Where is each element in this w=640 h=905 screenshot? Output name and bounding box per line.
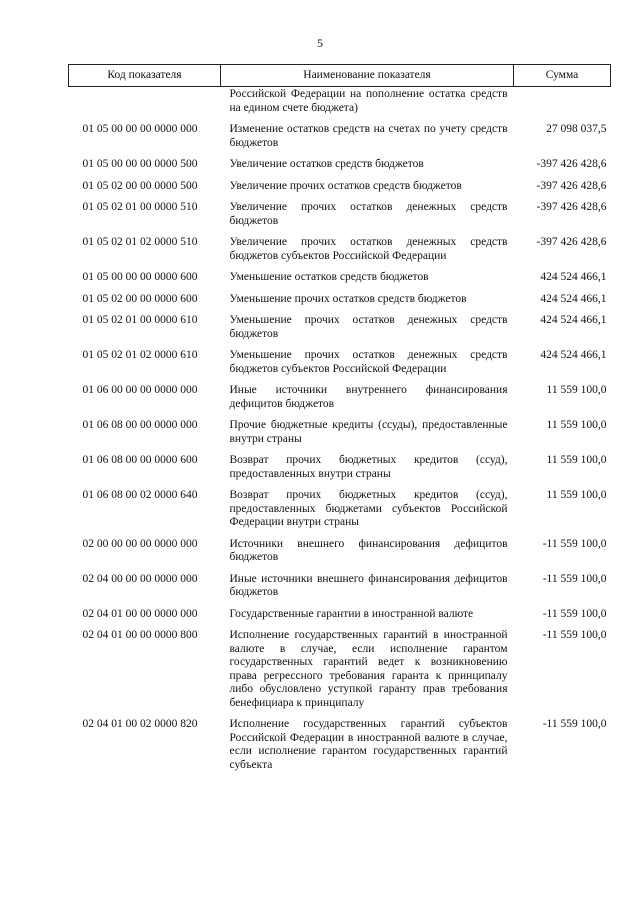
row-sum: 11 559 100,0 (546, 489, 607, 501)
row-code: 02 00 00 00 00 0000 000 (82, 537, 198, 550)
row-sum: 11 559 100,0 (546, 419, 607, 431)
table-row (69, 268, 611, 290)
row-name: Уменьшение прочих остатков средств бюджетов (229, 292, 467, 305)
table-row (69, 155, 611, 177)
table-row (69, 416, 611, 451)
row-name: Российской Федерации на пополнение остатка средств на едином счете бюджета) (229, 88, 508, 114)
table-row (69, 605, 611, 627)
row-sum: 424 524 466,1 (540, 314, 607, 326)
table-header-row (69, 65, 611, 87)
row-sum: -397 426 428,6 (536, 158, 607, 170)
row-sum: -11 559 100,0 (542, 629, 607, 641)
row-sum: 11 559 100,0 (546, 454, 607, 466)
row-sum: -397 426 428,6 (536, 201, 607, 213)
row-name: Уменьшение прочих остатков денежных средств бюджетов субъектов Российской Федерации (229, 349, 508, 375)
row-code: 01 05 00 00 00 0000 000 (82, 123, 198, 135)
row-sum: 424 524 466,1 (540, 349, 607, 361)
row-code: 01 05 00 00 00 0000 600 (82, 271, 198, 283)
row-code: 01 06 08 00 02 0000 640 (82, 489, 198, 501)
row-name: Прочие бюджетные кредиты (ссуды), предоставленные внутри страны (229, 419, 508, 445)
row-sum: -11 559 100,0 (542, 718, 607, 730)
row-code: 02 04 01 00 00 0000 800 (82, 629, 198, 641)
row-code: 01 05 02 00 00 0000 600 (82, 292, 198, 305)
row-name: Увеличение прочих остатков денежных средств бюджетов (229, 201, 508, 227)
header-name: Наименование показателя (221, 65, 514, 87)
table-row (69, 346, 611, 381)
row-sum: 424 524 466,1 (540, 292, 607, 305)
row-name: Уменьшение прочих остатков денежных средств бюджетов (229, 314, 508, 340)
row-name: Иные источники внешнего финансирования дефицитов бюджетов (229, 572, 508, 598)
row-sum: 11 559 100,0 (546, 384, 607, 396)
budget-sources-table (68, 64, 611, 777)
row-name: Исполнение государственных гарантий в иностранной валюте в случае, если исполнение гарантом государственных гарантий ведет к возникновению права регрессного требования гаранта к принципалу либо обусловлено уступкой гаранту прав требования бенефициара к принципалу (229, 629, 508, 709)
table-row (69, 87, 611, 121)
table-row (69, 626, 611, 715)
header-code: Код показателя (69, 65, 221, 87)
table-row (69, 486, 611, 535)
table-row (69, 381, 611, 416)
row-sum: -397 426 428,6 (536, 236, 607, 248)
row-name: Изменение остатков средств на счетах по учету средств бюджетов (229, 123, 508, 149)
row-name: Государственные гарантии в иностранной валюте (229, 607, 474, 620)
row-sum: -11 559 100,0 (542, 537, 607, 550)
row-sum: 424 524 466,1 (540, 271, 607, 283)
row-sum: -11 559 100,0 (542, 572, 607, 585)
row-code: 02 04 01 00 00 0000 000 (82, 607, 198, 620)
table-row (69, 290, 611, 312)
row-code: 01 06 08 00 00 0000 600 (82, 454, 198, 466)
row-code: 01 05 02 00 00 0000 500 (82, 179, 198, 192)
row-name: Возврат прочих бюджетных кредитов (ссуд), предоставленных внутри страны (229, 454, 508, 480)
table-row (69, 715, 611, 777)
row-name: Источники внешнего финансирования дефицитов бюджетов (229, 537, 508, 563)
row-name: Увеличение остатков средств бюджетов (229, 158, 424, 170)
row-code: 01 06 00 00 00 0000 000 (82, 384, 198, 396)
table-row (69, 177, 611, 199)
table-row (69, 311, 611, 346)
table-row (69, 451, 611, 486)
header-sum: Сумма (514, 65, 611, 87)
row-name: Уменьшение остатков средств бюджетов (229, 271, 429, 283)
table-row (69, 198, 611, 233)
row-name: Увеличение прочих остатков денежных средств бюджетов субъектов Российской Федерации (229, 236, 508, 262)
table-row (69, 120, 611, 155)
page-number: 5 (317, 36, 323, 50)
row-code: 01 05 02 01 02 0000 610 (82, 349, 198, 361)
table-row (69, 535, 611, 570)
row-code: 02 04 00 00 00 0000 000 (82, 572, 198, 585)
table-row (69, 570, 611, 605)
row-name: Возврат прочих бюджетных кредитов (ссуд), предоставленных бюджетами субъектов Российской Федерации внутри страны (229, 489, 508, 528)
row-sum: -397 426 428,6 (536, 179, 607, 192)
row-code: 02 04 01 00 02 0000 820 (82, 718, 198, 730)
row-name: Увеличение прочих остатков средств бюджетов (229, 179, 462, 192)
row-code: 01 05 00 00 00 0000 500 (82, 158, 198, 170)
row-code (69, 87, 221, 121)
row-sum: 27 098 037,5 (546, 123, 607, 135)
row-code: 01 06 08 00 00 0000 000 (82, 419, 198, 431)
row-code: 01 05 02 01 00 0000 510 (82, 201, 198, 213)
row-sum (514, 87, 611, 121)
row-name: Исполнение государственных гарантий субъектов Российской Федерации в иностранной валюте в случае, если исполнение гарантом государственных гарантий субъекта (229, 718, 508, 771)
row-code: 01 05 02 01 02 0000 510 (82, 236, 198, 248)
row-code: 01 05 02 01 00 0000 610 (82, 314, 198, 326)
row-sum: -11 559 100,0 (542, 607, 607, 620)
table-row (69, 233, 611, 268)
row-name: Иные источники внутреннего финансирования дефицитов бюджетов (229, 384, 508, 410)
